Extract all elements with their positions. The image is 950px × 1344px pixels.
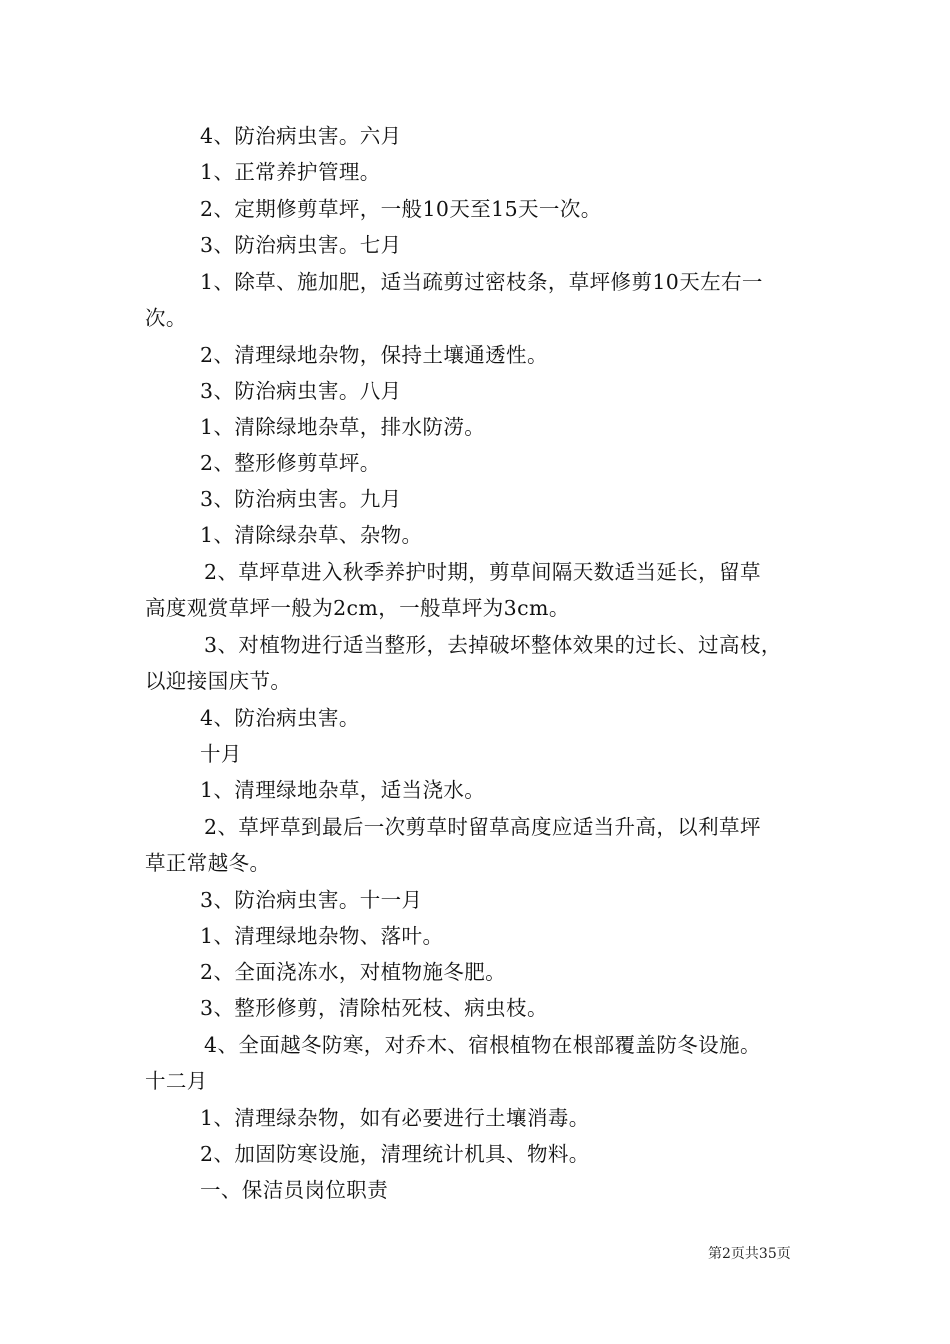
text-line: 1、清除绿地杂草，排水防涝。 [200, 415, 486, 439]
text-line: 以迎接国庆节。 [145, 669, 292, 693]
text-line: 4、全面越冬防寒，对乔木、宿根植物在根部覆盖防冬设施。 [204, 1033, 761, 1057]
text-line: 2、草坪草进入秋季养护时期，剪草间隔天数适当延长，留草 [204, 560, 761, 584]
text-line: 一、保洁员岗位职责 [200, 1178, 389, 1202]
text-line: 3、防治病虫害。十一月 [200, 888, 423, 912]
text-line: 1、清理绿地杂草，适当浇水。 [200, 778, 486, 802]
text-line: 2、草坪草到最后一次剪草时留草高度应适当升高，以利草坪 [204, 815, 761, 839]
text-line: 3、对植物进行适当整形，去掉破坏整体效果的过长、过高枝， [204, 633, 782, 657]
text-line: 2、全面浇冻水，对植物施冬肥。 [200, 960, 507, 984]
text-line: 1、清理绿地杂物、落叶。 [200, 924, 444, 948]
text-line: 次。 [145, 306, 187, 330]
text-line: 1、清除绿杂草、杂物。 [200, 523, 423, 547]
text-line: 3、防治病虫害。九月 [200, 487, 402, 511]
text-line: 3、防治病虫害。八月 [200, 379, 402, 403]
text-line: 1、除草、施加肥，适当疏剪过密枝条，草坪修剪10天左右一 [200, 270, 763, 294]
text-line: 1、正常养护管理。 [200, 160, 381, 184]
text-line: 2、清理绿地杂物，保持土壤通透性。 [200, 343, 548, 367]
text-line: 高度观赏草坪一般为2cm，一般草坪为3cm。 [145, 596, 570, 620]
text-line: 3、防治病虫害。七月 [200, 233, 402, 257]
text-line: 十月 [200, 742, 242, 766]
text-line: 4、防治病虫害。六月 [200, 124, 402, 148]
text-line: 3、整形修剪，清除枯死枝、病虫枝。 [200, 996, 548, 1020]
text-line: 2、定期修剪草坪，一般10天至15天一次。 [200, 197, 602, 221]
text-line: 草正常越冬。 [145, 851, 271, 875]
text-line: 1、清理绿杂物，如有必要进行土壤消毒。 [200, 1106, 590, 1130]
text-line: 4、防治病虫害。 [200, 706, 360, 730]
text-line: 2、整形修剪草坪。 [200, 451, 381, 475]
text-line: 2、加固防寒设施，清理统计机具、物料。 [200, 1142, 590, 1166]
page-number: 第2页共35页 [708, 1246, 791, 1262]
text-line: 十二月 [145, 1069, 208, 1093]
